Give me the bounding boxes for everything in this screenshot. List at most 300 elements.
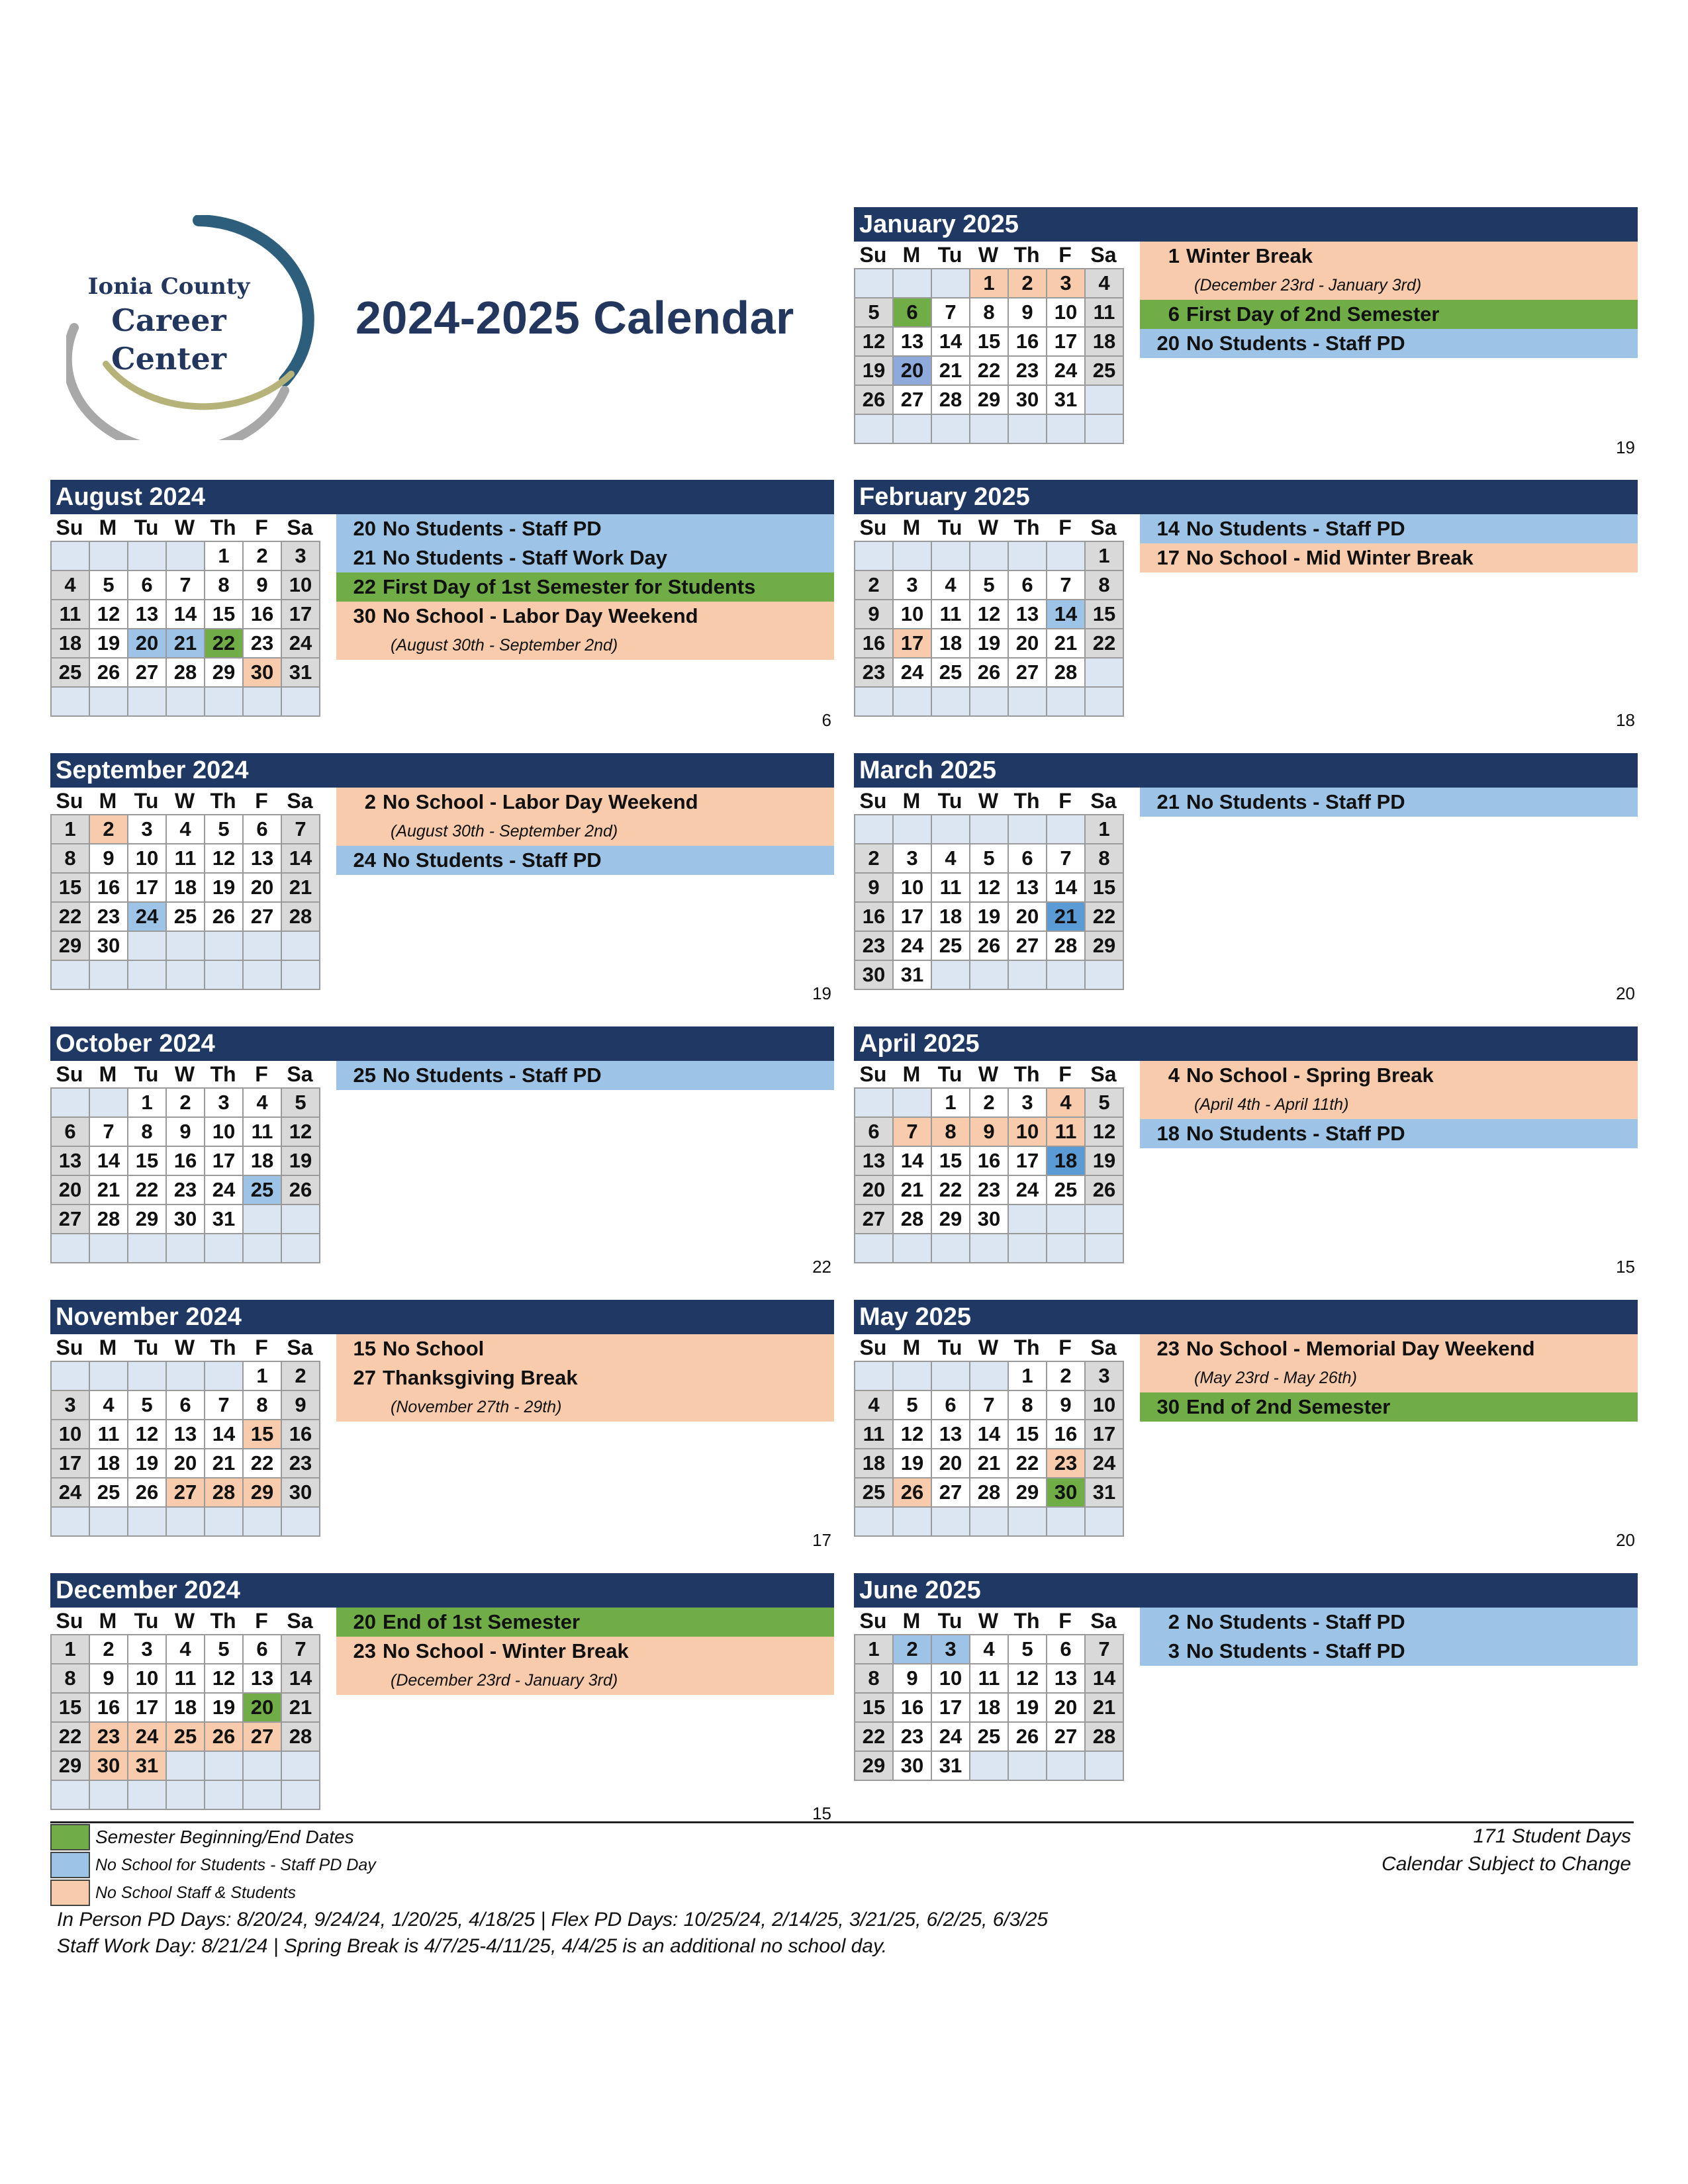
event-day-number: 27 xyxy=(353,1366,376,1389)
day-cell: 8 xyxy=(1009,1391,1047,1420)
weekday-label: Th xyxy=(210,1336,236,1359)
empty-day-cell xyxy=(90,1089,128,1118)
weekday-label: Su xyxy=(56,789,83,813)
weekday-label: Su xyxy=(859,1062,887,1086)
weekday-label: Tu xyxy=(134,1336,159,1359)
day-cell: 25 xyxy=(1086,357,1124,386)
event-text: No School xyxy=(383,1337,485,1360)
day-cell: 30 xyxy=(244,659,282,688)
day-cell: 28 xyxy=(167,659,205,688)
event-row xyxy=(336,1061,834,1090)
day-cell: 27 xyxy=(244,1723,282,1752)
empty-day-cell xyxy=(1086,688,1124,717)
day-cell: 19 xyxy=(1009,1694,1047,1723)
day-cell: 3 xyxy=(894,844,932,874)
day-cell: 28 xyxy=(970,1479,1009,1508)
day-cell: 21 xyxy=(205,1449,244,1479)
day-cell: 24 xyxy=(1009,1176,1047,1205)
weekday-label: Tu xyxy=(937,1336,962,1359)
empty-day-cell xyxy=(205,932,244,961)
legend-green-swatch xyxy=(50,1824,90,1850)
day-cell: 28 xyxy=(90,1205,128,1234)
empty-day-cell xyxy=(52,1362,90,1391)
event-text: (December 23rd - January 3rd) xyxy=(1194,275,1422,295)
empty-day-cell xyxy=(855,1089,894,1118)
event-row xyxy=(336,788,834,817)
day-cell: 6 xyxy=(244,1635,282,1664)
empty-day-cell xyxy=(932,542,970,571)
day-cell: 23 xyxy=(1047,1449,1086,1479)
day-cell: 4 xyxy=(1086,269,1124,298)
weekday-label: F xyxy=(255,1062,268,1086)
day-cell: 5 xyxy=(205,1635,244,1664)
day-cell: 2 xyxy=(167,1089,205,1118)
day-cell: 17 xyxy=(1047,328,1086,357)
day-cell: 18 xyxy=(932,903,970,932)
weekday-label: Su xyxy=(56,516,83,539)
logo-line-3: Center xyxy=(111,341,227,377)
student-day-count: 20 xyxy=(1616,983,1635,1003)
day-cell: 22 xyxy=(1086,629,1124,659)
event-day-number: 14 xyxy=(1156,517,1180,540)
day-cell: 14 xyxy=(1086,1664,1124,1694)
day-cell: 20 xyxy=(244,874,282,903)
event-text: No School - Labor Day Weekend xyxy=(383,604,698,627)
weekday-label: Tu xyxy=(937,516,962,539)
weekday-label: Sa xyxy=(1090,516,1117,539)
day-cell: 27 xyxy=(1009,659,1047,688)
month-january-2025 xyxy=(854,207,1638,465)
day-cell: 9 xyxy=(855,600,894,629)
empty-day-cell xyxy=(205,961,244,990)
event-text: First Day of 2nd Semester xyxy=(1186,302,1440,326)
day-cell: 11 xyxy=(167,1664,205,1694)
legend-orange-label: No School Staff & Students xyxy=(95,1883,296,1902)
weekday-label: M xyxy=(902,1336,921,1359)
empty-day-cell xyxy=(1047,688,1086,717)
day-cell: 13 xyxy=(894,328,932,357)
day-cell: 31 xyxy=(1086,1479,1124,1508)
day-cell: 26 xyxy=(205,1723,244,1752)
day-cell: 9 xyxy=(90,844,128,874)
day-cell: 14 xyxy=(932,328,970,357)
day-cell: 2 xyxy=(855,844,894,874)
month-events xyxy=(1140,514,1638,572)
day-cell: 1 xyxy=(128,1089,167,1118)
day-cell: 12 xyxy=(970,874,1009,903)
weekday-label: Th xyxy=(1013,516,1040,539)
weekday-label: W xyxy=(174,1336,195,1359)
empty-day-cell xyxy=(932,961,970,990)
month-day-grid xyxy=(854,1087,1124,1263)
empty-day-cell xyxy=(1047,415,1086,444)
event-row xyxy=(1140,1608,1638,1637)
day-cell: 10 xyxy=(1009,1118,1047,1147)
day-cell: 17 xyxy=(128,1694,167,1723)
month-title: March 2025 xyxy=(854,753,1638,788)
day-cell: 23 xyxy=(855,659,894,688)
event-date-range xyxy=(336,1666,834,1695)
empty-day-cell xyxy=(282,1781,320,1810)
empty-day-cell xyxy=(128,1781,167,1810)
event-day-number: 25 xyxy=(353,1064,376,1087)
day-cell: 30 xyxy=(894,1752,932,1781)
day-cell: 28 xyxy=(1086,1723,1124,1752)
event-text: Winter Break xyxy=(1186,244,1313,267)
weekday-header-row xyxy=(50,514,319,541)
day-cell: 28 xyxy=(894,1205,932,1234)
day-cell: 11 xyxy=(855,1420,894,1449)
day-cell: 25 xyxy=(855,1479,894,1508)
empty-day-cell xyxy=(167,961,205,990)
day-cell: 1 xyxy=(244,1362,282,1391)
weekday-label: Th xyxy=(210,789,236,813)
weekday-label: M xyxy=(902,789,921,813)
day-cell: 27 xyxy=(1009,932,1047,961)
day-cell: 7 xyxy=(282,815,320,844)
day-cell: 2 xyxy=(90,1635,128,1664)
day-cell: 7 xyxy=(970,1391,1009,1420)
day-cell: 2 xyxy=(855,571,894,600)
day-cell: 8 xyxy=(128,1118,167,1147)
weekday-label: Sa xyxy=(1090,789,1117,813)
student-day-count: 15 xyxy=(812,1803,831,1823)
subject-to-change-note: Calendar Subject to Change xyxy=(1382,1853,1631,1875)
event-row xyxy=(1140,788,1638,817)
empty-day-cell xyxy=(244,688,282,717)
day-cell: 2 xyxy=(90,815,128,844)
empty-day-cell xyxy=(1047,815,1086,844)
day-cell: 9 xyxy=(282,1391,320,1420)
weekday-header-row xyxy=(50,1334,319,1361)
empty-day-cell xyxy=(970,1234,1009,1263)
weekday-label: W xyxy=(174,1609,195,1633)
month-events xyxy=(1140,788,1638,817)
day-cell: 8 xyxy=(855,1664,894,1694)
weekday-label: W xyxy=(978,1336,999,1359)
day-cell: 19 xyxy=(970,629,1009,659)
event-text: No Students - Staff PD xyxy=(1186,1122,1405,1145)
empty-day-cell xyxy=(1009,542,1047,571)
month-title: February 2025 xyxy=(854,480,1638,514)
weekday-label: Su xyxy=(859,516,887,539)
day-cell: 31 xyxy=(932,1752,970,1781)
day-cell: 6 xyxy=(1047,1635,1086,1664)
day-cell: 15 xyxy=(970,328,1009,357)
month-december-2024 xyxy=(50,1573,834,1831)
day-cell: 24 xyxy=(128,903,167,932)
day-cell: 1 xyxy=(52,815,90,844)
event-day-number: 1 xyxy=(1168,244,1180,267)
day-cell: 15 xyxy=(855,1694,894,1723)
day-cell: 23 xyxy=(1009,357,1047,386)
event-date-range xyxy=(1140,1090,1638,1119)
empty-day-cell xyxy=(855,542,894,571)
day-cell: 13 xyxy=(244,1664,282,1694)
empty-day-cell xyxy=(970,1752,1009,1781)
day-cell: 28 xyxy=(1047,932,1086,961)
day-cell: 19 xyxy=(855,357,894,386)
event-text: No School - Labor Day Weekend xyxy=(383,790,698,813)
event-day-number: 24 xyxy=(353,848,376,872)
month-title: June 2025 xyxy=(854,1573,1638,1608)
legend-staff-pd xyxy=(50,1852,376,1878)
day-cell: 16 xyxy=(282,1420,320,1449)
day-cell: 4 xyxy=(855,1391,894,1420)
day-cell: 17 xyxy=(205,1147,244,1176)
event-date-range xyxy=(336,1392,834,1422)
day-cell: 17 xyxy=(894,629,932,659)
day-cell: 12 xyxy=(205,844,244,874)
empty-day-cell xyxy=(970,542,1009,571)
empty-day-cell xyxy=(282,1205,320,1234)
empty-day-cell xyxy=(128,542,167,571)
day-cell: 29 xyxy=(1009,1479,1047,1508)
day-cell: 4 xyxy=(52,571,90,600)
event-row xyxy=(336,514,834,543)
day-cell: 12 xyxy=(282,1118,320,1147)
weekday-label: Su xyxy=(56,1062,83,1086)
day-cell: 16 xyxy=(894,1694,932,1723)
day-cell: 16 xyxy=(90,1694,128,1723)
day-cell: 27 xyxy=(855,1205,894,1234)
event-text: (May 23rd - May 26th) xyxy=(1194,1368,1357,1387)
empty-day-cell xyxy=(1047,1234,1086,1263)
day-cell: 3 xyxy=(894,571,932,600)
event-text: No Students - Staff PD xyxy=(383,517,602,540)
day-cell: 23 xyxy=(970,1176,1009,1205)
empty-day-cell xyxy=(932,1362,970,1391)
day-cell: 9 xyxy=(970,1118,1009,1147)
day-cell: 17 xyxy=(128,874,167,903)
empty-day-cell xyxy=(167,1362,205,1391)
day-cell: 9 xyxy=(894,1664,932,1694)
empty-day-cell xyxy=(855,1234,894,1263)
weekday-label: F xyxy=(1058,789,1072,813)
weekday-label: Th xyxy=(1013,243,1040,267)
weekday-header-row xyxy=(50,1061,319,1087)
day-cell: 14 xyxy=(1047,600,1086,629)
legend-no-school xyxy=(50,1880,296,1906)
legend-blue-label: No School for Students - Staff PD Day xyxy=(95,1855,376,1874)
day-cell: 20 xyxy=(52,1176,90,1205)
day-cell: 6 xyxy=(932,1391,970,1420)
empty-day-cell xyxy=(932,1508,970,1537)
day-cell: 29 xyxy=(970,386,1009,415)
day-cell: 22 xyxy=(52,903,90,932)
day-cell: 27 xyxy=(244,903,282,932)
day-cell: 5 xyxy=(894,1391,932,1420)
weekday-header-row xyxy=(50,788,319,814)
day-cell: 25 xyxy=(167,1723,205,1752)
empty-day-cell xyxy=(1086,1234,1124,1263)
day-cell: 21 xyxy=(894,1176,932,1205)
day-cell: 3 xyxy=(1086,1362,1124,1391)
month-title: April 2025 xyxy=(854,1026,1638,1061)
empty-day-cell xyxy=(128,1362,167,1391)
day-cell: 4 xyxy=(1047,1089,1086,1118)
event-row xyxy=(1140,329,1638,358)
day-cell: 13 xyxy=(1009,600,1047,629)
pd-days-note: In Person PD Days: 8/20/24, 9/24/24, 1/20/25, 4/18/25 | Flex PD Days: 10/25/24, 2/14/25, 3/21/25, 6/2/25, 6/3/25 xyxy=(57,1909,1049,1931)
day-cell: 2 xyxy=(1047,1362,1086,1391)
weekday-label: Su xyxy=(859,1609,887,1633)
day-cell: 21 xyxy=(1047,903,1086,932)
day-cell: 3 xyxy=(205,1089,244,1118)
empty-day-cell xyxy=(282,688,320,717)
day-cell: 26 xyxy=(282,1176,320,1205)
empty-day-cell xyxy=(90,1362,128,1391)
empty-day-cell xyxy=(282,1508,320,1537)
month-day-grid xyxy=(50,541,320,717)
weekday-label: M xyxy=(902,516,921,539)
empty-day-cell xyxy=(970,1362,1009,1391)
weekday-label: F xyxy=(255,1336,268,1359)
day-cell: 5 xyxy=(205,815,244,844)
day-cell: 10 xyxy=(128,1664,167,1694)
day-cell: 16 xyxy=(970,1147,1009,1176)
event-day-number: 18 xyxy=(1156,1122,1180,1145)
weekday-header-row xyxy=(854,242,1123,268)
event-day-number: 30 xyxy=(1156,1395,1180,1418)
empty-day-cell xyxy=(90,542,128,571)
day-cell: 19 xyxy=(205,1694,244,1723)
empty-day-cell xyxy=(282,1234,320,1263)
day-cell: 18 xyxy=(1086,328,1124,357)
day-cell: 29 xyxy=(52,1752,90,1781)
day-cell: 4 xyxy=(167,1635,205,1664)
event-row xyxy=(1140,514,1638,543)
student-day-count: 15 xyxy=(1616,1257,1635,1277)
day-cell: 15 xyxy=(205,600,244,629)
event-row xyxy=(1140,1392,1638,1422)
empty-day-cell xyxy=(1009,1234,1047,1263)
weekday-label: F xyxy=(255,789,268,813)
day-cell: 31 xyxy=(282,659,320,688)
day-cell: 1 xyxy=(1086,542,1124,571)
student-day-count: 19 xyxy=(812,983,831,1003)
event-day-number: 4 xyxy=(1168,1064,1180,1087)
day-cell: 15 xyxy=(52,874,90,903)
month-day-grid xyxy=(854,1634,1124,1781)
event-text: No Students - Staff PD xyxy=(1186,1639,1405,1662)
day-cell: 11 xyxy=(932,600,970,629)
empty-day-cell xyxy=(855,1362,894,1391)
day-cell: 2 xyxy=(282,1362,320,1391)
empty-day-cell xyxy=(932,815,970,844)
day-cell: 20 xyxy=(1009,629,1047,659)
legend-blue-swatch xyxy=(50,1852,90,1878)
empty-day-cell xyxy=(1009,1752,1047,1781)
day-cell: 19 xyxy=(894,1449,932,1479)
day-cell: 7 xyxy=(932,298,970,328)
weekday-label: Sa xyxy=(287,789,313,813)
day-cell: 25 xyxy=(932,659,970,688)
empty-day-cell xyxy=(52,1508,90,1537)
weekday-label: F xyxy=(1058,243,1072,267)
month-events xyxy=(1140,1334,1638,1422)
empty-day-cell xyxy=(205,688,244,717)
day-cell: 18 xyxy=(52,629,90,659)
weekday-label: Tu xyxy=(937,1062,962,1086)
day-cell: 12 xyxy=(970,600,1009,629)
day-cell: 20 xyxy=(855,1176,894,1205)
day-cell: 8 xyxy=(52,1664,90,1694)
event-row xyxy=(336,1608,834,1637)
day-cell: 30 xyxy=(1009,386,1047,415)
event-text: (August 30th - September 2nd) xyxy=(391,635,618,655)
event-text: First Day of 1st Semester for Students xyxy=(383,575,756,598)
empty-day-cell xyxy=(932,1234,970,1263)
day-cell: 22 xyxy=(1009,1449,1047,1479)
weekday-label: Tu xyxy=(937,243,962,267)
day-cell: 3 xyxy=(128,815,167,844)
empty-day-cell xyxy=(970,815,1009,844)
empty-day-cell xyxy=(90,961,128,990)
day-cell: 26 xyxy=(90,659,128,688)
empty-day-cell xyxy=(52,688,90,717)
day-cell: 2 xyxy=(970,1089,1009,1118)
day-cell: 7 xyxy=(90,1118,128,1147)
empty-day-cell xyxy=(1086,1508,1124,1537)
weekday-header-row xyxy=(854,1061,1123,1087)
weekday-label: M xyxy=(902,243,921,267)
day-cell: 20 xyxy=(894,357,932,386)
weekday-label: Th xyxy=(210,1609,236,1633)
day-cell: 26 xyxy=(894,1479,932,1508)
empty-day-cell xyxy=(894,688,932,717)
day-cell: 24 xyxy=(894,659,932,688)
empty-day-cell xyxy=(894,269,932,298)
day-cell: 14 xyxy=(894,1147,932,1176)
event-date-range xyxy=(336,817,834,846)
student-days-total: 171 Student Days xyxy=(1473,1825,1631,1847)
legend-semester xyxy=(50,1824,354,1850)
day-cell: 2 xyxy=(1009,269,1047,298)
event-day-number: 2 xyxy=(1168,1610,1180,1633)
day-cell: 25 xyxy=(167,903,205,932)
day-cell: 9 xyxy=(855,874,894,903)
day-cell: 20 xyxy=(932,1449,970,1479)
day-cell: 16 xyxy=(855,903,894,932)
day-cell: 12 xyxy=(128,1420,167,1449)
logo-line-1: Ionia County xyxy=(87,273,250,300)
event-day-number: 3 xyxy=(1168,1639,1180,1662)
event-date-range xyxy=(336,631,834,660)
weekday-label: Sa xyxy=(287,1609,313,1633)
event-text: No School - Mid Winter Break xyxy=(1186,546,1474,569)
weekday-label: Su xyxy=(859,789,887,813)
day-cell: 18 xyxy=(244,1147,282,1176)
weekday-label: Su xyxy=(859,243,887,267)
day-cell: 9 xyxy=(90,1664,128,1694)
empty-day-cell xyxy=(894,1362,932,1391)
day-cell: 31 xyxy=(128,1752,167,1781)
day-cell: 7 xyxy=(167,571,205,600)
weekday-label: Sa xyxy=(1090,243,1117,267)
empty-day-cell xyxy=(167,542,205,571)
empty-day-cell xyxy=(90,1234,128,1263)
day-cell: 5 xyxy=(970,571,1009,600)
month-events xyxy=(1140,1608,1638,1666)
day-cell: 25 xyxy=(90,1479,128,1508)
month-september-2024 xyxy=(50,753,834,1011)
empty-day-cell xyxy=(1009,961,1047,990)
empty-day-cell xyxy=(90,1508,128,1537)
event-row xyxy=(1140,1061,1638,1090)
empty-day-cell xyxy=(244,1781,282,1810)
empty-day-cell xyxy=(52,1781,90,1810)
